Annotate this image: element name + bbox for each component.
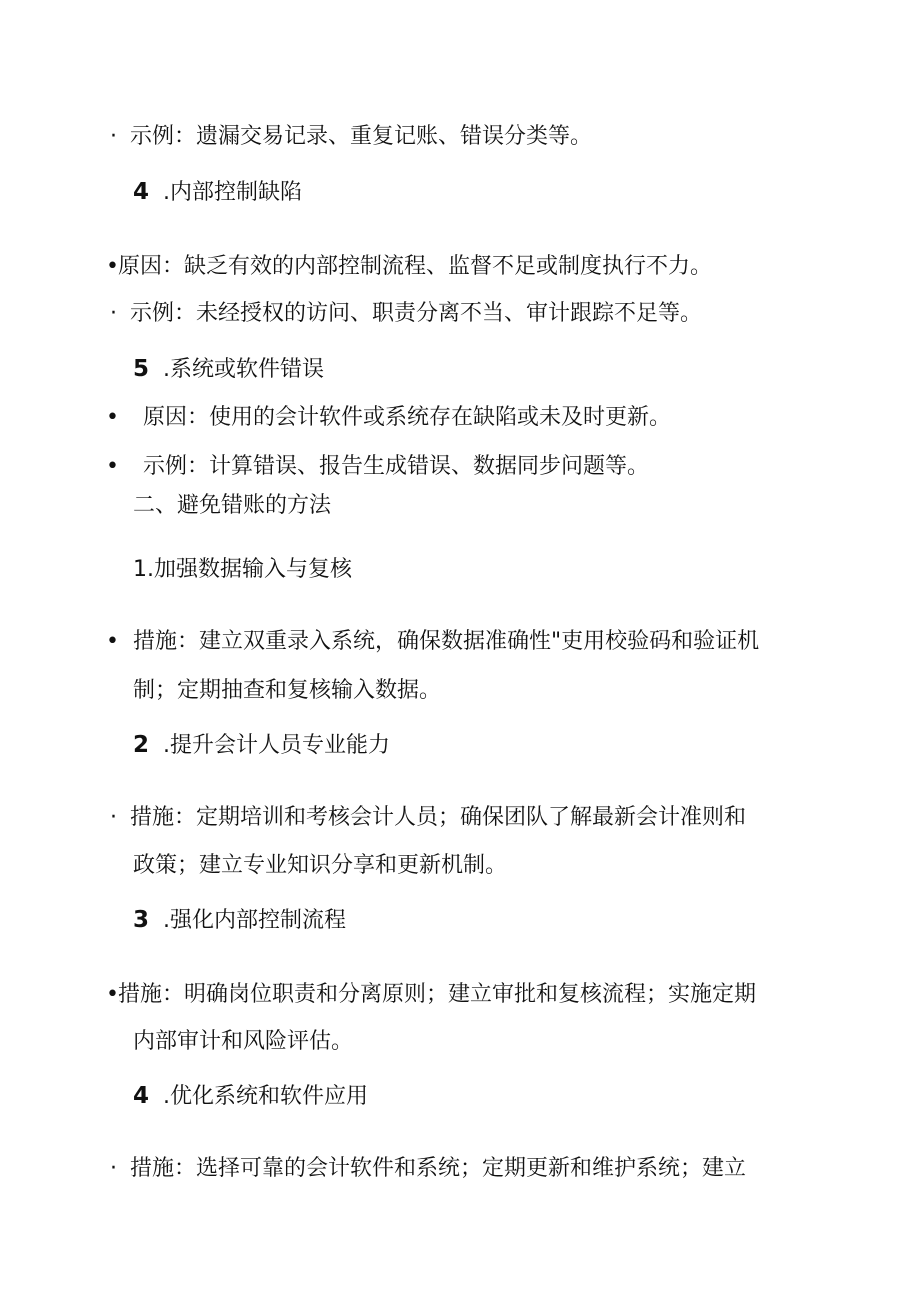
section-title: .提升会计人员专业能力 — [163, 733, 390, 758]
reason-line — [106, 403, 671, 433]
chapter-title: 二、避免错账的方法 — [133, 493, 332, 518]
measure-line — [106, 627, 759, 657]
measure-continuation — [133, 676, 441, 706]
section-heading — [133, 905, 346, 936]
line-text: 示例：计算错误、报告生成错误、数据同步问题等。 — [143, 454, 650, 479]
bullet-mark: • — [106, 982, 119, 1007]
section-number: 5 — [133, 356, 150, 382]
line-text: 原因：缺乏有效的内部控制流程、监督不足或制度执行不力。 — [118, 254, 713, 279]
bullet-mark: · — [110, 301, 117, 326]
line-text: 政策；建立专业知识分享和更新机制。 — [133, 853, 508, 878]
line-text: 措施：明确岗位职责和分离原则；建立审批和复核流程；实施定期 — [118, 982, 757, 1007]
reason-line — [106, 252, 712, 282]
measure-continuation — [133, 1027, 353, 1057]
bullet-mark: • — [106, 629, 119, 654]
bullet-mark: · — [110, 805, 117, 830]
measure-continuation — [133, 851, 507, 881]
section-title: .强化内部控制流程 — [163, 908, 346, 933]
line-text: 内部审计和风险评估。 — [133, 1029, 354, 1054]
example-line — [106, 452, 649, 482]
section-title: 1.加强数据输入与复核 — [133, 557, 352, 582]
section-heading — [133, 177, 302, 208]
section-heading — [133, 555, 352, 585]
line-text: 原因：使用的会计软件或系统存在缺陷或未及时更新。 — [143, 405, 672, 430]
section-heading — [133, 730, 390, 761]
line-text: 措施：选择可靠的会计软件和系统；定期更新和维护系统；建立 — [130, 1156, 747, 1181]
section-number: 4 — [133, 179, 150, 205]
section-number: 2 — [133, 732, 150, 758]
measure-line — [110, 1154, 746, 1184]
bullet-mark: · — [110, 124, 117, 149]
chapter-heading — [133, 491, 331, 521]
measure-line — [110, 803, 746, 833]
line-text: 措施：定期培训和考核会计人员；确保团队了解最新会计准则和 — [130, 805, 747, 830]
bullet-mark: • — [106, 405, 119, 430]
section-number: 4 — [133, 1083, 150, 1109]
section-title: .系统或软件错误 — [163, 357, 324, 382]
measure-line — [106, 980, 756, 1010]
line-text: 示例：遗漏交易记录、重复记账、错误分类等。 — [130, 124, 593, 149]
line-text: 措施：建立双重录入系统，确保数据准确性"吏用校验码和验证机 — [133, 629, 760, 654]
section-number: 3 — [133, 907, 150, 933]
section-title: .优化系统和软件应用 — [163, 1084, 368, 1109]
bullet-mark: • — [106, 454, 119, 479]
line-text: 制；定期抽查和复核输入数据。 — [133, 678, 442, 703]
bullet-mark: · — [110, 1156, 117, 1181]
line-text: 示例：未经授权的访问、职责分离不当、审计跟踪不足等。 — [130, 301, 703, 326]
example-line — [110, 122, 592, 152]
section-heading — [133, 354, 324, 385]
section-title: .内部控制缺陷 — [163, 180, 302, 205]
section-heading — [133, 1081, 368, 1112]
example-line — [110, 299, 702, 329]
bullet-mark: • — [106, 254, 119, 279]
